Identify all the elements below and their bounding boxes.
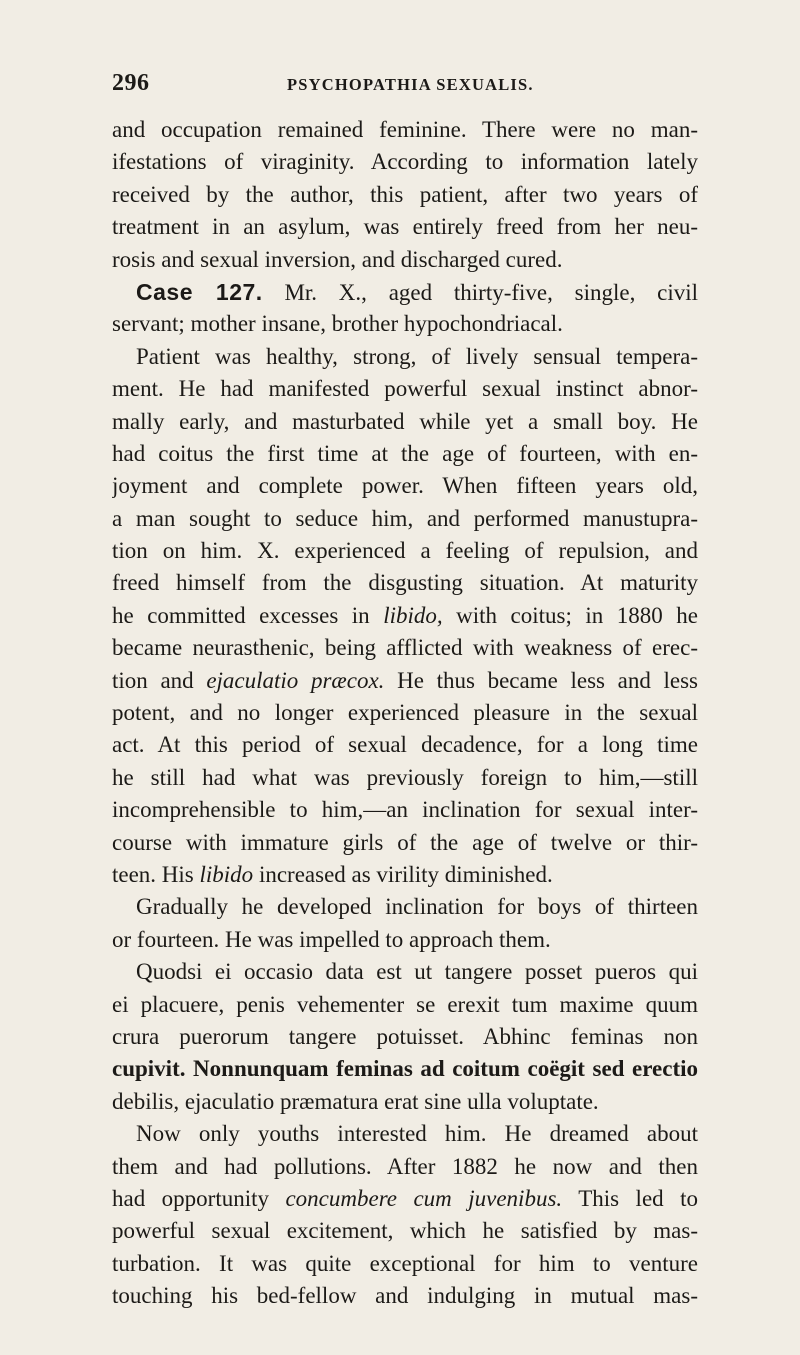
text-line xyxy=(112,535,698,567)
text-segment: incomprehensible to him,—an inclination for sexual inter- xyxy=(112,797,698,823)
text-segment: or fourteen. He was impelled to approach them. xyxy=(112,926,551,952)
text-segment: powerful sexual excitement, which he satisfied by mas- xyxy=(112,1218,698,1244)
text-line xyxy=(112,891,698,923)
body-text xyxy=(112,114,698,1312)
text-line xyxy=(112,406,698,438)
text-line xyxy=(112,114,698,146)
text-segment: mally early, and masturbated while yet a small boy. He xyxy=(112,408,698,434)
text-line xyxy=(112,567,698,599)
text-segment: them and had pollutions. After 1882 he now and then xyxy=(112,1153,698,1179)
case-heading: Case 127. xyxy=(136,278,263,305)
text-segment: Gradually he developed inclination for boys of thirteen xyxy=(136,894,698,920)
text-line xyxy=(112,924,698,956)
text-segment: crura puerorum tangere potuisset. Abhinc feminas non xyxy=(112,1023,698,1049)
page-header xyxy=(112,70,702,102)
text-segment: Now only youths interested him. He dreamed about xyxy=(136,1121,698,1147)
text-line xyxy=(112,146,698,178)
text-line xyxy=(112,1053,698,1085)
text-segment: teen. His xyxy=(112,861,200,887)
text-segment: had coitus the first time at the age of fourteen, with en- xyxy=(112,440,698,466)
page-number: 296 xyxy=(112,70,150,96)
text-segment: tion on him. X. experienced a feeling of repulsion, and xyxy=(112,538,698,564)
text-line xyxy=(112,211,698,243)
text-segment: joyment and complete power. When fifteen years old, xyxy=(112,473,698,499)
text-line xyxy=(112,859,698,891)
text-line xyxy=(112,1280,698,1312)
text-line xyxy=(112,956,698,988)
text-segment: libido, xyxy=(383,602,443,628)
text-segment: servant; mother insane, brother hypochondriacal. xyxy=(112,311,563,337)
text-segment: This led to xyxy=(562,1185,698,1211)
text-segment: he still had what was previously foreign to him,—still xyxy=(112,764,698,790)
text-segment: act. At this period of sexual decadence, for a long time xyxy=(112,732,698,758)
text-segment: received by the author, this patient, after two years of xyxy=(112,181,698,207)
text-segment: tion and xyxy=(112,667,207,693)
text-segment: debilis, ejaculatio præmatura erat sine ulla voluptate. xyxy=(112,1088,599,1114)
text-segment: cupivit. Nonnunquam feminas ad coitum coëgit sed erectio xyxy=(112,1056,698,1082)
text-segment: concumbere cum juvenibus. xyxy=(285,1185,563,1211)
text-segment: increased as virility diminished. xyxy=(253,861,553,887)
text-segment: ifestations of viraginity. According to information lately xyxy=(112,149,698,175)
text-line xyxy=(112,1248,698,1280)
text-segment: touching his bed-fellow and indulging in mutual mas- xyxy=(112,1283,698,1309)
text-line xyxy=(112,244,698,276)
text-segment: potent, and no longer experienced pleasure in the sexual xyxy=(112,700,698,726)
text-segment: course with immature girls of the age of twelve or thir- xyxy=(112,829,698,855)
text-segment: with coitus; in 1880 he xyxy=(442,602,698,628)
text-line xyxy=(112,276,698,308)
text-line xyxy=(112,665,698,697)
text-line xyxy=(112,438,698,470)
text-line xyxy=(112,503,698,535)
text-line xyxy=(112,1151,698,1183)
text-line xyxy=(112,308,698,340)
text-segment: treatment in an asylum, was entirely freed from her neu- xyxy=(112,214,698,240)
text-line xyxy=(112,989,698,1021)
text-segment: and occupation remained feminine. There were no man- xyxy=(112,117,698,142)
text-segment: Quodsi ei occasio data est ut tangere posset pueros qui xyxy=(136,959,698,985)
text-line xyxy=(112,1118,698,1150)
text-segment: he committed excesses in xyxy=(112,602,384,628)
text-line xyxy=(112,762,698,794)
text-segment: freed himself from the disgusting situation. At maturity xyxy=(112,570,698,596)
text-line xyxy=(112,600,698,632)
text-segment: ment. He had manifested powerful sexual instinct abnor- xyxy=(112,376,698,402)
text-line xyxy=(112,1021,698,1053)
text-line xyxy=(112,1215,698,1247)
text-segment: libido xyxy=(199,861,254,887)
text-line xyxy=(112,632,698,664)
text-line xyxy=(112,827,698,859)
text-segment: had opportunity xyxy=(112,1185,286,1211)
text-segment: became neurasthenic, being afflicted with weakness of erec- xyxy=(112,635,698,661)
text-line xyxy=(112,373,698,405)
text-line xyxy=(112,729,698,761)
text-segment: a man sought to seduce him, and performed manustupra- xyxy=(112,505,698,531)
text-line xyxy=(112,1183,698,1215)
text-segment: ejaculatio præcox. xyxy=(206,667,385,693)
text-line xyxy=(112,1086,698,1118)
running-title: PSYCHOPATHIA SEXUALIS. xyxy=(287,75,534,94)
text-segment: He thus became less and less xyxy=(384,667,698,693)
text-line xyxy=(112,697,698,729)
text-segment: Mr. X., aged thirty-five, single, civil xyxy=(262,279,698,305)
text-segment: turbation. It was quite exceptional for him to venture xyxy=(112,1250,698,1276)
text-line xyxy=(112,794,698,826)
text-line xyxy=(112,470,698,502)
text-segment: Patient was healthy, strong, of lively sensual tempera- xyxy=(136,343,698,369)
text-segment: rosis and sexual inversion, and discharged cured. xyxy=(112,246,563,272)
text-segment: ei placuere, penis vehementer se erexit tum maxime quum xyxy=(112,991,698,1017)
text-line xyxy=(112,179,698,211)
text-line xyxy=(112,341,698,373)
